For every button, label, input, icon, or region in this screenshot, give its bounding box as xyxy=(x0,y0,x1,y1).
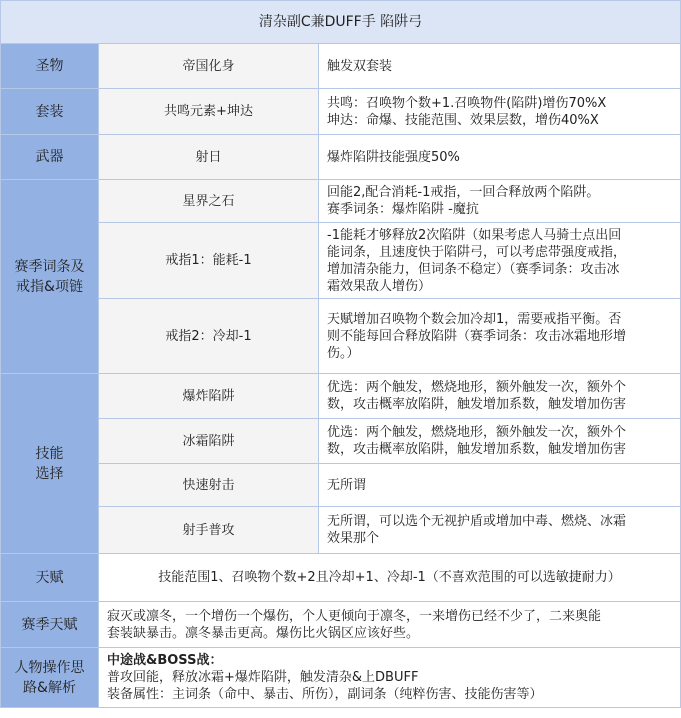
label-set: 套装 xyxy=(1,89,99,135)
skill-desc xyxy=(319,507,681,554)
weapon-row xyxy=(1,135,681,180)
season-item-desc xyxy=(319,180,681,223)
label-line: 路&解析 xyxy=(23,679,76,696)
label-line: 赛季词条及 xyxy=(14,258,85,275)
season-item-row xyxy=(1,180,681,223)
skill-desc: 无所谓 xyxy=(319,464,681,507)
skill-name: 爆炸陷阱 xyxy=(99,374,319,419)
skill-name: 快速射击 xyxy=(99,464,319,507)
desc-line: 效果那个 xyxy=(327,531,380,546)
text-line: 寂灭或凛冬，一个增伤一个爆伤，个人更倾向于凛冬，一来增伤已经不少了，二来奥能 xyxy=(107,608,602,624)
set-desc-line: 坤达：命爆、技能范围、效果层数，增伤40%X xyxy=(327,112,599,128)
desc-line: 回能2,配合消耗-1戒指，一回合释放两个陷阱。 xyxy=(327,185,600,200)
label-season-gear xyxy=(1,180,99,374)
skill-row xyxy=(1,507,681,554)
skill-row xyxy=(1,464,681,507)
desc-line: 则不能每回合释放陷阱（赛季词条：攻击冰霜地形增 xyxy=(327,328,627,344)
label-weapon: 武器 xyxy=(1,135,99,180)
desc-line: -1能耗才够释放2次陷阱（如果考虑人马骑士点出回 xyxy=(327,227,622,243)
skill-name: 冰霜陷阱 xyxy=(99,419,319,464)
label-line: 人物操作思 xyxy=(14,659,85,676)
season-item-name: 星界之石 xyxy=(99,180,319,223)
skill-name: 射手普攻 xyxy=(99,507,319,554)
label-skills xyxy=(1,374,99,554)
set-desc xyxy=(319,89,681,135)
skill-row xyxy=(1,419,681,464)
desc-line: 伤。） xyxy=(327,345,360,361)
season-item-desc xyxy=(319,299,681,374)
season-item-name: 戒指1：能耗-1 xyxy=(99,223,319,299)
season-item-row xyxy=(1,299,681,374)
guide-heading: 中途战&BOSS战： xyxy=(107,653,223,668)
set-row xyxy=(1,89,681,135)
desc-line: 增加清杂能力，但词条不稳定）（赛季词条：攻击冰 xyxy=(327,261,620,277)
desc-line: 能词条，且速度快于陷阱弓，可以考虑带强度戒指， xyxy=(327,244,627,260)
guide-text xyxy=(99,648,681,708)
sheet-title: 清杂副C兼DUFF手 陷阱弓 xyxy=(1,1,681,44)
skill-desc xyxy=(319,419,681,464)
label-guide xyxy=(1,648,99,708)
desc-line: 数，攻击概率放陷阱，触发增加系数，触发增加伤害 xyxy=(327,397,627,412)
weapon-desc: 爆炸陷阱技能强度50% xyxy=(319,135,681,180)
desc-line: 赛季词条：爆炸陷阱 -魔抗 xyxy=(327,202,479,217)
label-season-talent: 赛季天赋 xyxy=(1,602,99,648)
label-line: 选择 xyxy=(35,465,64,482)
desc-line: 无所谓，可以选个无视护盾或增加中毒、燃烧、冰霜 xyxy=(327,514,627,529)
desc-line: 数，攻击概率放陷阱，触发增加系数，触发增加伤害 xyxy=(327,442,627,457)
label-holy: 圣物 xyxy=(1,44,99,89)
holy-name: 帝国化身 xyxy=(99,44,319,89)
desc-line: 天赋增加召唤物个数会加冷却1，需要戒指平衡。否 xyxy=(327,311,622,327)
weapon-name: 射日 xyxy=(99,135,319,180)
desc-line: 霜效果敌人增伤） xyxy=(327,278,432,294)
talent-row xyxy=(1,554,681,602)
talent-text: 技能范围1、召唤物个数+2且冷却+1、冷却-1（不喜欢范围的可以选敏捷耐力） xyxy=(99,554,681,602)
skill-desc xyxy=(319,374,681,419)
season-talent-text xyxy=(99,602,681,648)
season-item-name: 戒指2：冷却-1 xyxy=(99,299,319,374)
text-line: 普攻回能，释放冰霜+爆炸陷阱，触发清杂&上DBUFF xyxy=(107,670,419,685)
holy-desc: 触发双套装 xyxy=(319,44,681,89)
text-line: 装备属性：主词条（命中、暴击、所伤），副词条（纯粹伤害、技能伤害等） xyxy=(107,687,543,702)
label-line: 戒指&项链 xyxy=(16,278,83,295)
season-talent-row xyxy=(1,602,681,648)
title-row xyxy=(1,1,681,44)
skill-row xyxy=(1,374,681,419)
desc-line: 优选：两个触发，燃烧地形，额外触发一次，额外个 xyxy=(327,380,627,395)
season-item-row xyxy=(1,223,681,299)
set-desc-line: 共鸣：召唤物个数+1.召唤物件(陷阱)增伤70%X xyxy=(327,95,607,111)
set-name: 共鸣元素+坤达 xyxy=(99,89,319,135)
desc-line: 优选：两个触发，燃烧地形，额外触发一次，额外个 xyxy=(327,425,627,440)
guide-row xyxy=(1,648,681,708)
label-line: 技能 xyxy=(35,445,64,462)
label-talent: 天赋 xyxy=(1,554,99,602)
text-line: 套装缺暴击。凛冬暴击更高。爆伤比火锅区应该好些。 xyxy=(107,625,420,641)
holy-row xyxy=(1,44,681,89)
season-item-desc xyxy=(319,223,681,299)
